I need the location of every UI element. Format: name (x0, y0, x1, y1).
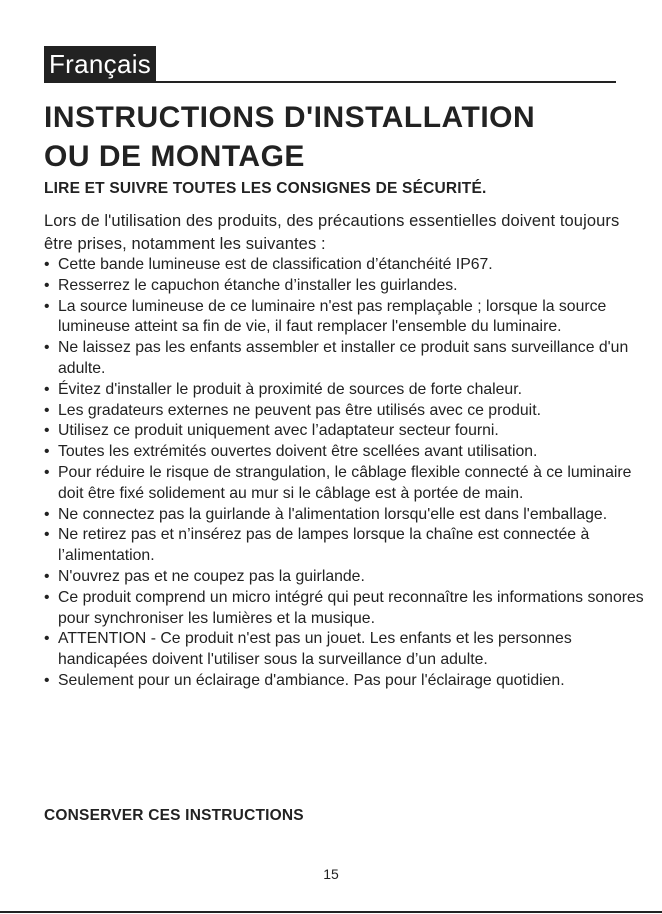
language-header (44, 46, 616, 84)
list-item-text: Ce produit comprend un micro intégré qui peut reconnaître les informations sonores pour synchroniser les lumières et la musique. (58, 588, 644, 627)
list-item (44, 567, 644, 588)
bullet-icon: • (44, 401, 50, 419)
list-item-text: Toutes les extrémités ouvertes doivent être scellées avant utilisation. (58, 443, 538, 461)
list-item (44, 338, 644, 380)
bullet-icon: • (44, 671, 50, 689)
bullet-icon: • (44, 463, 50, 481)
bullet-icon: • (44, 588, 50, 606)
bullet-icon: • (44, 526, 50, 544)
list-item (44, 588, 644, 630)
header-divider (44, 81, 616, 83)
list-item-text: Resserrez le capuchon étanche d’installer les guirlandes. (58, 276, 458, 294)
list-item-text: Seulement pour un éclairage d'ambiance. Pas pour l'éclairage quotidien. (58, 671, 565, 689)
page-number: 15 (323, 866, 339, 882)
bullet-icon: • (44, 380, 50, 398)
bullet-icon: • (44, 567, 50, 585)
list-item-text: Évitez d'installer le produit à proximité de sources de forte chaleur. (58, 380, 522, 398)
list-item (44, 255, 644, 276)
bullet-icon: • (44, 256, 50, 273)
bullet-icon: • (44, 339, 50, 357)
list-item (44, 671, 644, 692)
list-item-text: Cette bande lumineuse est de classification d’étanchéité IP67. (58, 256, 493, 273)
list-item (44, 297, 644, 339)
list-item (44, 629, 644, 671)
list-item-text: Ne retirez pas et n’insérez pas de lampes lorsque la chaîne est connectée à l’alimentation. (58, 526, 590, 565)
list-item-text: ATTENTION - Ce produit n'est pas un jouet. Les enfants et les personnes handicapées doivent l'utiliser sous la surveillance d’un adulte. (58, 630, 572, 669)
bullet-icon: • (44, 276, 50, 294)
list-item-text: Pour réduire le risque de strangulation, le câblage flexible connecté à ce luminaire doit être fixé solidement au mur si le câblage est à portée de main. (58, 463, 632, 502)
bullet-icon: • (44, 297, 50, 315)
list-item-text: Utilisez ce produit uniquement avec l’adaptateur secteur fourni. (58, 422, 499, 440)
list-item (44, 505, 644, 526)
list-item (44, 276, 644, 297)
list-item (44, 401, 644, 422)
safety-subheading: LIRE ET SUIVRE TOUTES LES CONSIGNES DE SÉCURITÉ. (44, 180, 487, 197)
list-item (44, 525, 644, 567)
list-item-text: La source lumineuse de ce luminaire n'est pas remplaçable ; lorsque la source lumineuse atteint sa fin de vie, il faut remplacer l'ensemble du luminaire. (58, 297, 607, 336)
bullet-icon: • (44, 443, 50, 461)
keep-instructions-note: CONSERVER CES INSTRUCTIONS (44, 807, 304, 824)
list-item-text: Ne laissez pas les enfants assembler et installer ce produit sans surveillance d'un adulte. (58, 339, 629, 377)
bullet-icon: • (44, 630, 50, 648)
page-title-line: INSTRUCTIONS D'INSTALLATION (44, 101, 536, 134)
page-title (44, 98, 634, 176)
intro-paragraph: Lors de l'utilisation des produits, des précautions essentielles doivent toujours être prises, notamment les suivantes : (44, 212, 620, 253)
bullet-icon: • (44, 505, 50, 523)
list-item-text: N'ouvrez pas et ne coupez pas la guirlande. (58, 567, 365, 585)
page-bottom-divider (0, 911, 662, 913)
language-tag: Français (44, 46, 156, 82)
bullet-icon: • (44, 422, 50, 440)
list-item-text: Ne connectez pas la guirlande à l'alimentation lorsqu'elle est dans l'emballage. (58, 505, 608, 523)
list-item (44, 442, 644, 463)
safety-list (44, 255, 644, 692)
list-item (44, 380, 644, 401)
page-title-line: OU DE MONTAGE (44, 140, 305, 173)
list-item-text: Les gradateurs externes ne peuvent pas être utilisés avec ce produit. (58, 401, 541, 419)
list-item (44, 421, 644, 442)
list-item (44, 463, 644, 505)
